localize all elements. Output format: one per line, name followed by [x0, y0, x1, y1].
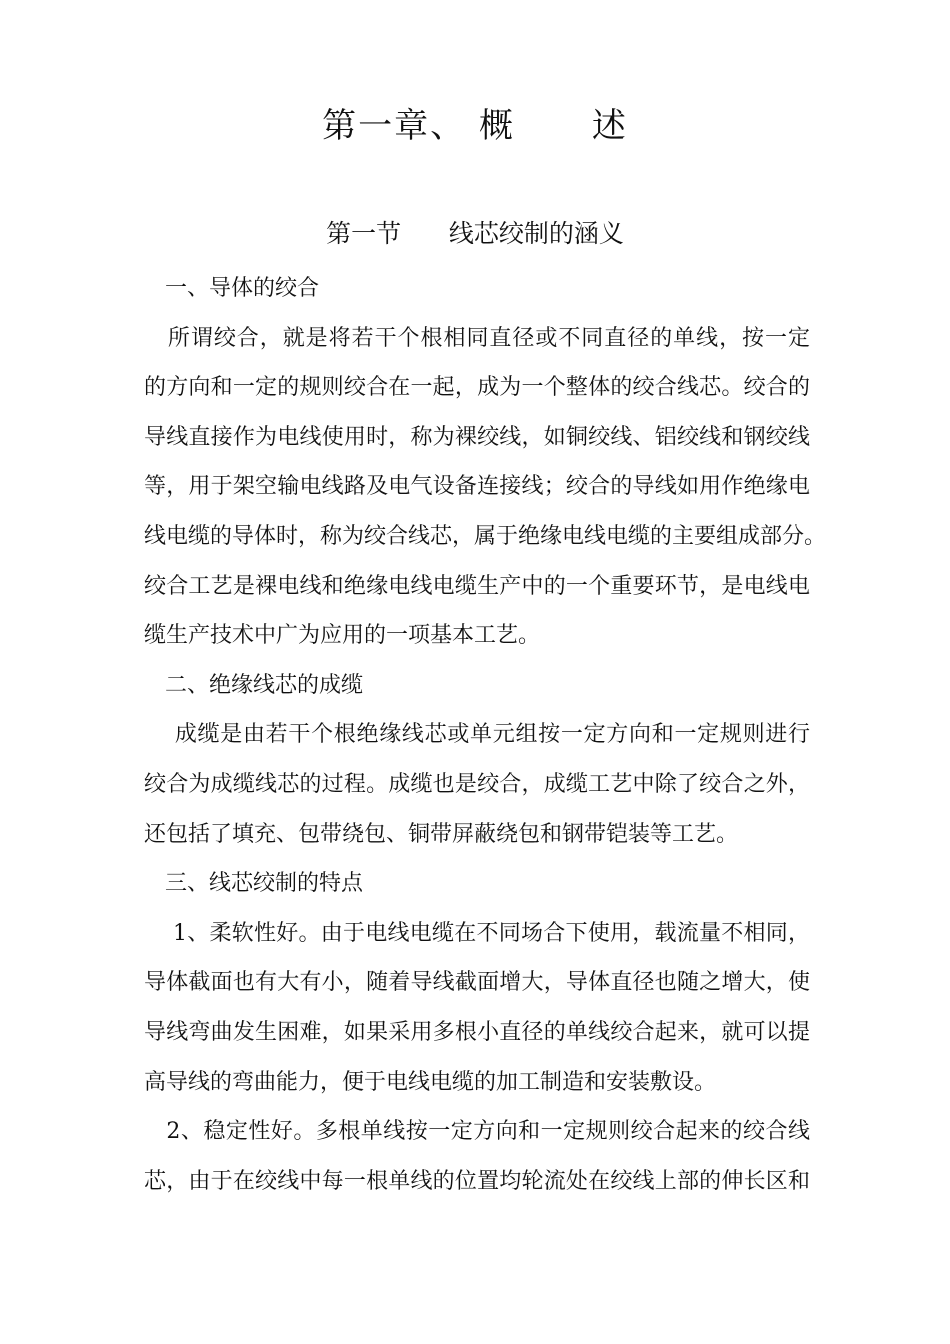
text-line: 绞合工艺是裸电线和绝缘电线电缆生产中的一个重要环节，是电线电: [144, 573, 810, 599]
text-line: 2、稳定性好。多根单线按一定方向和一定规则绞合起来的绞合线: [144, 1119, 810, 1145]
text-line: 三、线芯绞制的特点: [144, 871, 363, 897]
section-title: 第一节 线芯绞制的涵义: [326, 219, 624, 248]
text-line: 1、柔软性好。由于电线电缆在不同场合下使用，载流量不相同，: [144, 920, 810, 946]
text-line: 导线直接作为电线使用时，称为裸绞线，如铜绞线、铝绞线和钢绞线: [144, 424, 810, 450]
text-line: 所谓绞合，就是将若干个根相同直径或不同直径的单线，按一定: [144, 325, 810, 351]
text-line: 等，用于架空输电线路及电气设备连接线；绞合的导线如用作绝缘电: [144, 474, 810, 500]
text-line: 一、导体的绞合: [144, 276, 319, 301]
text-line: 导线弯曲发生困难，如果采用多根小直径的单线绞合起来，就可以提: [144, 1019, 810, 1045]
text-line: 高导线的弯曲能力，便于电线电缆的加工制造和安装敷设。: [144, 1069, 717, 1095]
text-line: 缆生产技术中广为应用的一项基本工艺。: [144, 623, 541, 649]
text-line: 芯，由于在绞线中每一根单线的位置均轮流处在绞线上部的伸长区和: [144, 1168, 810, 1194]
text-line: 二、绝缘线芯的成缆: [144, 672, 363, 698]
text-line: 还包括了填充、包带绕包、铜带屏蔽绕包和钢带铠装等工艺。: [144, 821, 739, 847]
text-line: 的方向和一定的规则绞合在一起，成为一个整体的绞合线芯。绞合的: [144, 375, 810, 401]
text-line: 绞合为成缆线芯的过程。成缆也是绞合，成缆工艺中除了绞合之外，: [144, 771, 810, 797]
text-line: 线电缆的导体时，称为绞合线芯，属于绝缘电线电缆的主要组成部分。: [144, 523, 827, 549]
text-line: 导体截面也有大有小，随着导线截面增大，导体直径也随之增大，使: [144, 970, 810, 996]
document-body: [144, 264, 827, 1206]
chapter-title: 第一章、 概 述: [322, 106, 628, 146]
text-line: 成缆是由若干个根绝缘线芯或单元组按一定方向和一定规则进行: [144, 722, 810, 748]
